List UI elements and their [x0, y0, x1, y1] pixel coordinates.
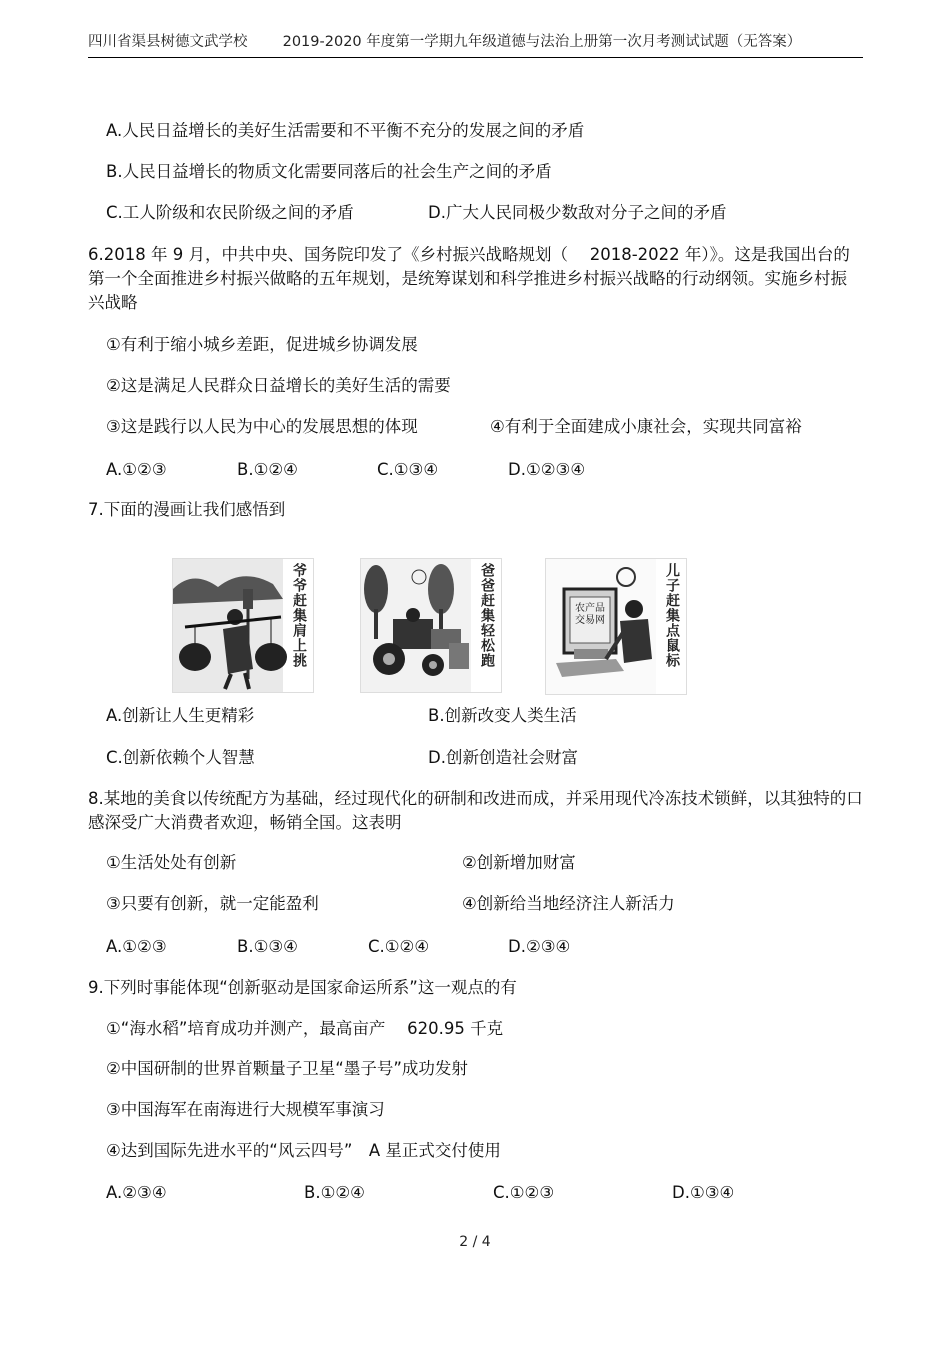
- q5-option-d: D.广大人民同极少数敌对分子之间的矛盾: [428, 203, 727, 222]
- q7-option-a: A.创新让人生更精彩: [106, 706, 255, 725]
- q6-statement-2: ②这是满足人民群众日益增长的美好生活的需要: [106, 376, 451, 395]
- q7-option-c: C.创新依赖个人智慧: [106, 748, 255, 767]
- q9-option-d: D.①③④: [672, 1183, 735, 1202]
- q6-option-c: C.①③④: [377, 460, 439, 479]
- q7-option-b: B.创新改变人类生活: [428, 706, 577, 725]
- q8-statement-4: ④创新给当地经济注人新活力: [462, 894, 675, 913]
- header-title: 2019-2020 年度第一学期九年级道德与法治上册第一次月考测试试题（无答案）: [282, 34, 802, 50]
- q8-option-b: B.①③④: [237, 937, 298, 956]
- q7-option-d: D.创新创造社会财富: [428, 748, 578, 767]
- comic-son-image: [545, 558, 687, 695]
- q8-option-d: D.②③④: [508, 937, 571, 956]
- q9-statement-4: ④达到国际先进水平的“风云四号” A 星正式交付使用: [106, 1141, 501, 1160]
- q5-option-b: B.人民日益增长的物质文化需要同落后的社会生产之间的矛盾: [106, 162, 552, 181]
- q9-stem: 9.下列时事能体现“创新驱动是国家命运所系”这一观点的有: [88, 978, 517, 997]
- comic-son-caption: 儿子赶集点鼠标: [664, 563, 680, 668]
- q8-stem: 8.某地的美食以传统配方为基础，经过现代化的研制和改进而成，并采用现代冷冻技术锁鲜，以其独特的口感深受广大消费者欢迎，畅销全国。这表明: [88, 789, 863, 832]
- q6-statement-1: ①有利于缩小城乡差距，促进城乡协调发展: [106, 335, 418, 354]
- q9-option-b: B.①②④: [304, 1183, 365, 1202]
- q9-statement-2: ②中国研制的世界首颗量子卫星“墨子号”成功发射: [106, 1059, 468, 1078]
- q8-statement-1: ①生活处处有创新: [106, 853, 237, 872]
- q7-stem: 7.下面的漫画让我们感悟到: [88, 500, 286, 519]
- q9-statement-3: ③中国海军在南海进行大规模军事演习: [106, 1100, 385, 1119]
- q8-statement-3: ③只要有创新，就一定能盈利: [106, 894, 319, 913]
- q6-stem: 6.2018 年 9 月，中共中央、国务院印发了《乡村振兴战略规划（ 2018-2022 年）》。这是我国出台的第一个全面推进乡村振兴做略的五年规划，是统筹谋划和科学推进乡村振兴战略的行动纲领。实施乡村振兴战略: [88, 245, 850, 312]
- q6-statement-4: ④有利于全面建成小康社会，实现共同富裕: [490, 417, 802, 436]
- q9-option-a: A.②③④: [106, 1183, 167, 1202]
- q9-statement-1: ①“海水稻”培育成功并测产，最高亩产 620.95 千克: [106, 1019, 504, 1038]
- comic-grandpa-caption: 爷爷赶集肩上挑: [291, 563, 307, 668]
- q6-option-d: D.①②③④: [508, 460, 586, 479]
- q5-option-c: C.工人阶级和农民阶级之间的矛盾: [106, 203, 354, 222]
- header-school: 四川省渠县树德文武学校: [88, 34, 248, 50]
- comic-son-screen-text: 农产品交易网: [575, 603, 605, 626]
- q8-option-a: A.①②③: [106, 937, 167, 956]
- q8-statement-2: ②创新增加财富: [462, 853, 576, 872]
- q6-option-b: B.①②④: [237, 460, 298, 479]
- page-number: 2 / 4: [459, 1234, 491, 1250]
- q9-option-c: C.①②③: [493, 1183, 555, 1202]
- comic-dad-image: [360, 558, 502, 693]
- comic-dad-caption: 爸爸赶集轻松跑: [479, 563, 495, 668]
- q6-option-a: A.①②③: [106, 460, 167, 479]
- q6-statement-3: ③这是践行以人民为中心的发展思想的体现: [106, 417, 418, 436]
- page-header: [88, 30, 863, 58]
- q5-option-a: A.人民日益增长的美好生活需要和不平衡不充分的发展之间的矛盾: [106, 121, 585, 140]
- comic-grandpa-image: [172, 558, 314, 693]
- q8-option-c: C.①②④: [368, 937, 430, 956]
